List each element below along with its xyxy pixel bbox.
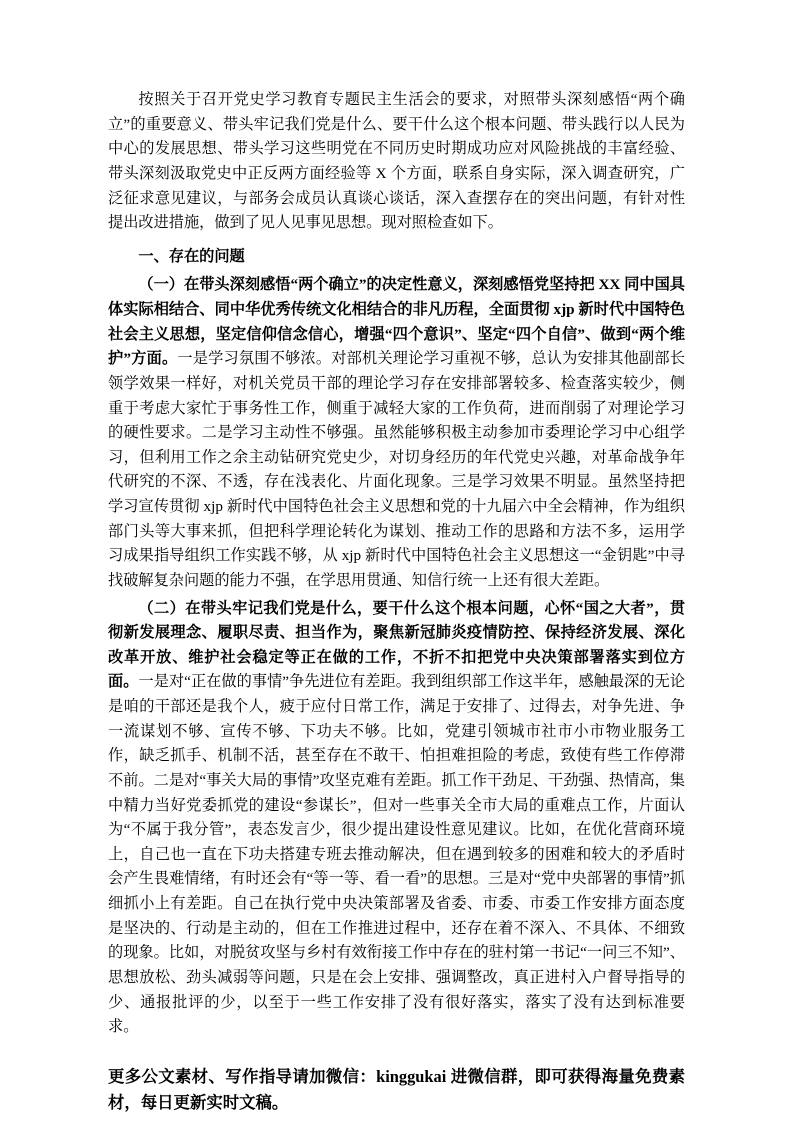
paragraph-item-2-lead: （二）在带头牢记我们党是什么，要干什么这个根本问题，心怀“国之大者”，贯彻新发展理念、履职尽责、担当作为，聚焦新冠肺炎疫情防控、保持经济发展、深化改革开放、维护社会稳定等正在做的工作，不折不扣把党中央决策部署落实到位方面。	[108, 599, 685, 691]
paragraph-item-1	[108, 273, 685, 593]
promo-note: 更多公文素材、写作指导请加微信：kinggukai 进微信群，即可获得海量免费素材，每日更新实时文稿。	[108, 1066, 685, 1112]
intro-paragraph: 按照关于召开党史学习教育专题民主生活会的要求，对照带头深刻感悟“两个确立”的重要意义、带头牢记我们党是什么、要干什么这个根本问题、带头践行以人民为中心的发展思想、带头学习这些明党在不同历史时期成功应对风险挑战的丰富经验、带头深刻汲取党史中正反两方面经验等 X 个方面，联系自身实际，深入调查研究，广泛征求意见建议，与部务会成员认真谈心谈话，深入查摆存在的突出问题，有针对性提出改进措施，做到了见人见事见思想。现对照检查如下。	[108, 91, 685, 232]
paragraph-item-2	[108, 597, 685, 1040]
document-body	[108, 88, 685, 1116]
paragraph-item-1-body: 一是学习氛围不够浓。对部机关理论学习重视不够，总认为安排其他副部长领学效果一样好，对机关党员干部的理论学习存在安排部署较多、检查落实较少，侧重于考虑大家忙于事务性工作，侧重于减轻大家的工作负荷，进而削弱了对理论学习的硬性要求。二是学习主动性不够强。虽然能够积极主动参加市委理论学习中心组学习，但利用工作之余主动钻研究党史少，对切身经历的年代党史兴趣，对革命战争年代研究的不深、不透，存在浅表化、片面化现象。三是学习效果不明显。虽然坚持把学习宣传贯彻 xjp 新时代中国特色社会主义思想和党的十九届六中全会精神，作为组织部门头等大事来抓，但把科学理论转化为谋划、推动工作的思路和方法不多，运用学习成果指导组织工作实践不够，从 xjp 新时代中国特色社会主义思想这一“金钥匙”中寻找破解复杂问题的能力不强，在学思用贯通、知信行统一上还有很大差距。	[108, 350, 686, 589]
section-heading: 一、存在的问题	[138, 247, 245, 265]
paragraph-item-2-body: 一是对“正在做的事情”争先进位有差距。我到组织部工作这半年，感触最深的无论是咱的干部还是我个人，疲于应付日常工作，满足于安排了、过得去，对争先进、争一流谋划不够、宣传不够、下功夫不够。比如，党建引领城市社市小市物业服务工作，缺乏抓手、机制不活，甚至存在不敢干、怕担难担险的考虑，致使有些工作停滞不前。二是对“事关大局的事情”攻坚克难有差距。抓工作干劲足、干劲强、热情高，集中精力当好党委抓党的建设“参谋长”，但对一些事关全市大局的重难点工作，片面认为“不属于我分管”，表态发言少，很少提出建设性意见建议。比如，在优化营商环境上，自己也一直在下功夫搭建专班去推动解决，但在遇到较多的困难和较大的矛盾时会产生畏难情绪，有时还会有“等一等、看一看”的思想。三是对“党中央部署的事情”抓细抓小上有差距。自己在执行党中央决策部署及省委、市委、市委工作安排方面态度是坚决的、行动是主动的，但在工作推进过程中，还存在着不深入、不具体、不细致的现象。比如，对脱贫攻坚与乡村有效衔接工作中存在的驻村第一书记“一问三不知”、思想放松、劲头减弱等问题，只是在会上安排、强调整改，真正进村入户督导指导的少、通报批评的少，以至于一些工作安排了没有很好落实，落实了没有达到标准要求。	[108, 673, 686, 1036]
paragraph-item-1-lead: （一）在带头深刻感悟“两个确立”的决定性意义，深刻感悟党坚持把 XX 同中国具体实际相结合、同中华优秀传统文化相结合的非凡历程，全面贯彻 xjp 新时代中国特色社会主义思想，坚定信仰信念信心，增强“四个意识”、坚定“四个自信”、做到“两个维护”方面。	[108, 276, 685, 368]
